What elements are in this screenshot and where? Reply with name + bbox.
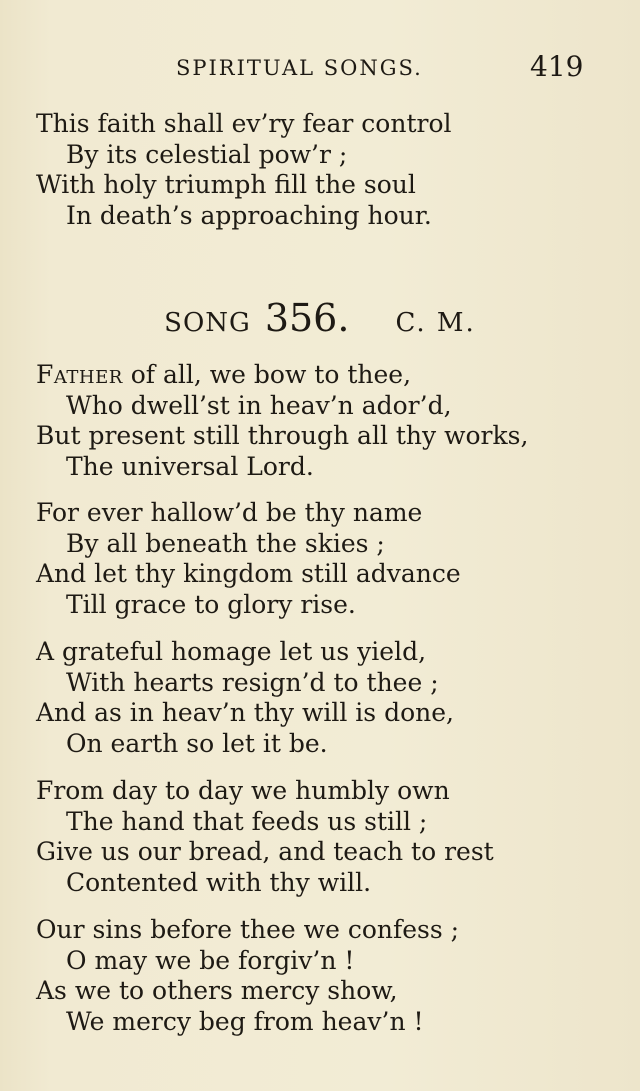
stanza-1 bbox=[36, 360, 528, 482]
opening-stanza bbox=[36, 109, 452, 231]
verse-line: Our sins before thee we confess ; bbox=[36, 915, 460, 944]
stanza-5 bbox=[36, 915, 459, 1037]
verse-line: With hearts resign’d to thee ; bbox=[66, 667, 439, 697]
running-head: SPIRITUAL SONGS. bbox=[176, 56, 423, 80]
verse-line: Who dwell’st in heav’n ador’d, bbox=[66, 390, 452, 420]
song-heading bbox=[0, 296, 640, 340]
verse-line: As we to others mercy show, bbox=[36, 976, 398, 1005]
verse-line: But present still through all thy works, bbox=[36, 421, 529, 450]
verse-line: Contented with thy will. bbox=[66, 867, 372, 897]
verse-line: By its celestial pow’r ; bbox=[66, 139, 348, 169]
verse-line: This faith shall ev’ry fear control bbox=[36, 109, 452, 138]
first-word: Father bbox=[36, 360, 123, 389]
page-number: 419 bbox=[530, 50, 584, 83]
verse-line: The universal Lord. bbox=[66, 451, 314, 481]
verse-line: From day to day we humbly own bbox=[36, 776, 450, 805]
verse-line: On earth so let it be. bbox=[66, 728, 328, 758]
verse-line bbox=[36, 360, 528, 391]
verse-line: Give us our bread, and teach to rest bbox=[36, 837, 494, 866]
verse-line: In death’s approaching hour. bbox=[66, 200, 432, 230]
verse-line: O may we be forgiv’n ! bbox=[66, 945, 355, 975]
verse-line: We mercy beg from heav’n ! bbox=[66, 1006, 424, 1036]
stanza-4 bbox=[36, 776, 494, 898]
verse-line: With holy triumph fill the soul bbox=[36, 170, 416, 199]
verse-line: For ever hallow’d be thy name bbox=[36, 498, 423, 527]
song-number: 356. bbox=[264, 296, 350, 340]
stanza-3 bbox=[36, 637, 454, 759]
verse-line: And as in heav’n thy will is done, bbox=[36, 698, 454, 727]
stanza-2 bbox=[36, 498, 461, 620]
song-label: SONG bbox=[164, 308, 251, 338]
verse-line: Till grace to glory rise. bbox=[66, 589, 356, 619]
song-meter: C. M. bbox=[395, 308, 476, 338]
verse-line: The hand that feeds us still ; bbox=[66, 806, 428, 836]
verse-line: A grateful homage let us yield, bbox=[36, 637, 427, 666]
first-line-rest: of all, we bow to thee, bbox=[122, 360, 412, 389]
verse-line: By all beneath the skies ; bbox=[66, 528, 385, 558]
verse-line: And let thy kingdom still advance bbox=[36, 559, 461, 588]
